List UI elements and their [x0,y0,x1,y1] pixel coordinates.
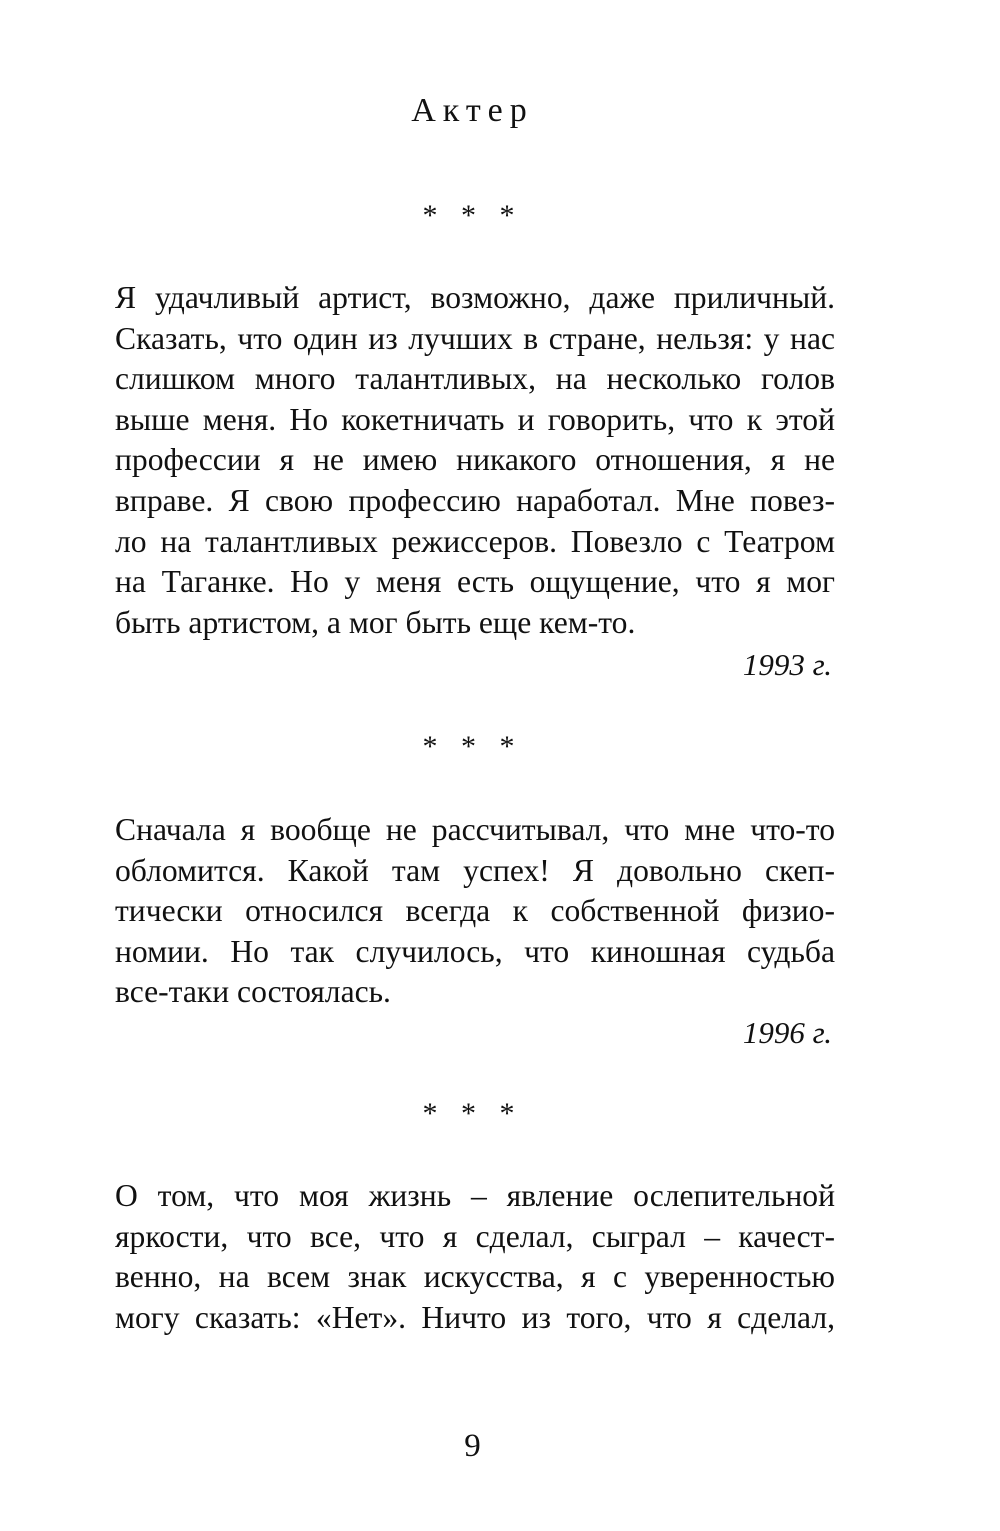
section-separator: * * * [422,730,523,763]
section-separator: * * * [422,1097,523,1130]
text-line: могу сказать: «Нет». Ничто из того, что я сделал, [115,1299,835,1335]
text-line: слишком много талантливых, на несколько голов [115,361,835,397]
page-number: 9 [464,1428,481,1464]
text-line: выше меня. Но кокетничать и говорить, что к этой [115,401,835,437]
text-line: О том, что моя жизнь – явление ослепительной [115,1178,835,1213]
text-line: быть артистом, а мог быть еще кем-то. [115,604,636,640]
text-line: Сказать, что один из лучших в стране, нельзя: у нас [115,320,835,356]
text-line: вправе. Я свою профессию наработал. Мне повез- [115,482,835,518]
text-line: Я удачливый артист, возможно, даже приличный. [115,280,835,315]
paragraph-3 [115,1176,835,1338]
entry-date: 1993 г. [742,647,832,682]
text-line: венно, на всем знак искусства, я с уверенностью [115,1259,835,1295]
paragraph-1 [115,278,835,643]
entry-date: 1996 г. [742,1015,832,1050]
text-line: профессии я не имею никакого отношения, я не [115,442,835,478]
text-line: тически относился всегда к собственной физио- [115,893,835,929]
text-line: на Таганке. Но у меня есть ощущение, что я мог [115,564,835,600]
text-line: ло на талантливых режиссеров. Повезло с Театром [115,523,835,559]
section-separator: * * * [422,199,523,232]
text-line: обломится. Какой там успех! Я довольно скеп- [115,852,835,888]
running-title: Актер [411,92,534,129]
text-line: все-таки состоялась. [115,974,391,1010]
text-line: яркости, что все, что я сделал, сыграл – качест- [115,1218,835,1254]
text-line: Сначала я вообще не рассчитывал, что мне что-то [115,812,835,847]
paragraph-2 [115,810,835,1013]
text-line: номии. Но так случилось, что киношная судьба [115,933,835,969]
